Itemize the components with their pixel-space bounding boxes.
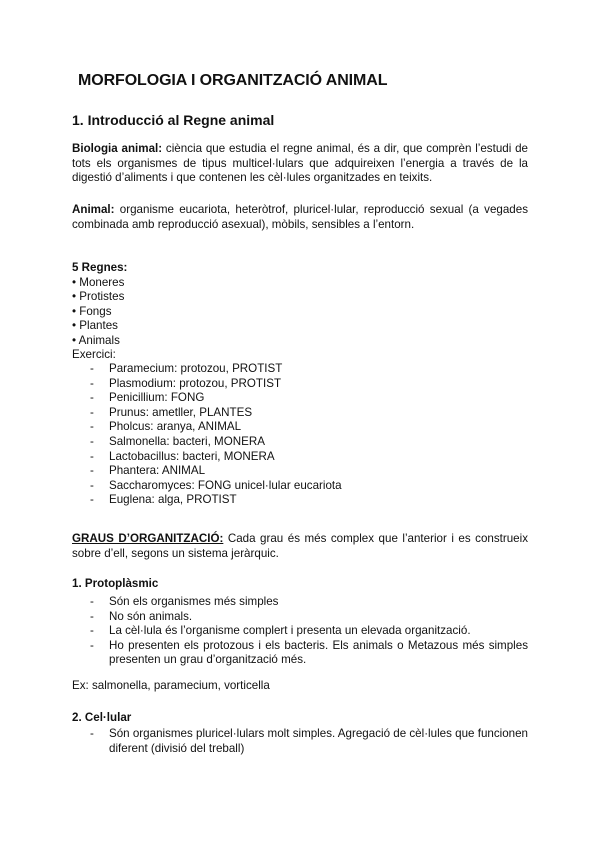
protoplasmic-item: - Ho presenten els protozous i els bacteris. Els animals o Metazous més simples presenten un grau d’organització més. bbox=[88, 639, 528, 668]
exercici-item: - Penicillium: FONG bbox=[88, 391, 528, 406]
paragraph-biologia-animal bbox=[72, 142, 528, 186]
definition-graus-organitzacio: Cada grau és més complex que l’anterior i es construeix sobre d’ell, segons un sistema jeràrquic. bbox=[72, 532, 528, 560]
definition-biologia-animal: ciència que estudia el regne animal, és a dir, que comprèn l’estudi de tots els organismes de tipus multicel·lulars que adquireixen l’energia a través de la digestió d’aliments i que contenen les cèl·lules organitzades en teixits. bbox=[72, 142, 528, 185]
paragraph-animal bbox=[72, 203, 528, 232]
exercici-item: - Euglena: alga, PROTIST bbox=[88, 493, 528, 508]
term-graus-organitzacio: GRAUS D’ORGANITZACIÓ: bbox=[72, 532, 224, 545]
exercici-item: - Paramecium: protozou, PROTIST bbox=[88, 362, 528, 377]
term-animal: Animal: bbox=[72, 203, 115, 216]
cellular-item: - Són organismes pluricel·lulars molt simples. Agregació de cèl·lules que funcionen diferent (divisió del treball) bbox=[88, 727, 528, 756]
regne-item: • Plantes bbox=[72, 319, 118, 333]
cellular-list bbox=[88, 727, 528, 756]
protoplasmic-item: - Són els organismes més simples bbox=[88, 595, 528, 610]
exercici-item: - Pholcus: aranya, ANIMAL bbox=[88, 420, 528, 435]
exercici-item: - Plasmodium: protozou, PROTIST bbox=[88, 377, 528, 392]
exercici-item: - Saccharomyces: FONG unicel·lular eucariota bbox=[88, 479, 528, 494]
page-title: MORFOLOGIA I ORGANITZACIÓ ANIMAL bbox=[78, 72, 388, 89]
term-biologia-animal: Biologia animal: bbox=[72, 142, 163, 155]
exercici-list bbox=[88, 362, 528, 508]
regnes-label: 5 Regnes: bbox=[72, 261, 128, 274]
protoplasmic-item: - No són animals. bbox=[88, 610, 528, 625]
paragraph-graus-organitzacio bbox=[72, 532, 528, 561]
subheading-protoplasmic: 1. Protoplàsmic bbox=[72, 577, 159, 590]
section-heading-introduccio: 1. Introducció al Regne animal bbox=[72, 112, 275, 128]
exercici-label: Exercici: bbox=[72, 348, 116, 361]
protoplasmic-item: - La cèl·lula és l’organisme complert i presenta un elevada organització. bbox=[88, 624, 528, 639]
subheading-cellular: 2. Cel·lular bbox=[72, 711, 132, 724]
exercici-item: - Prunus: ametller, PLANTES bbox=[88, 406, 528, 421]
regne-item: • Fongs bbox=[72, 304, 112, 318]
regne-item: • Animals bbox=[72, 333, 120, 347]
protoplasmic-example: Ex: salmonella, paramecium, vorticella bbox=[72, 679, 270, 692]
exercici-item: - Lactobacillus: bacteri, MONERA bbox=[88, 450, 528, 465]
definition-animal: organisme eucariota, heteròtrof, pluricel·lular, reproducció sexual (a vegades combinada amb reproducció asexual), mòbils, sensibles a l’entorn. bbox=[72, 203, 528, 231]
regnes-block bbox=[72, 261, 127, 349]
regne-item: • Moneres bbox=[72, 275, 125, 289]
protoplasmic-list bbox=[88, 595, 528, 668]
exercici-item: - Phantera: ANIMAL bbox=[88, 464, 528, 479]
regne-item: • Protistes bbox=[72, 290, 125, 304]
exercici-item: - Salmonella: bacteri, MONERA bbox=[88, 435, 528, 450]
